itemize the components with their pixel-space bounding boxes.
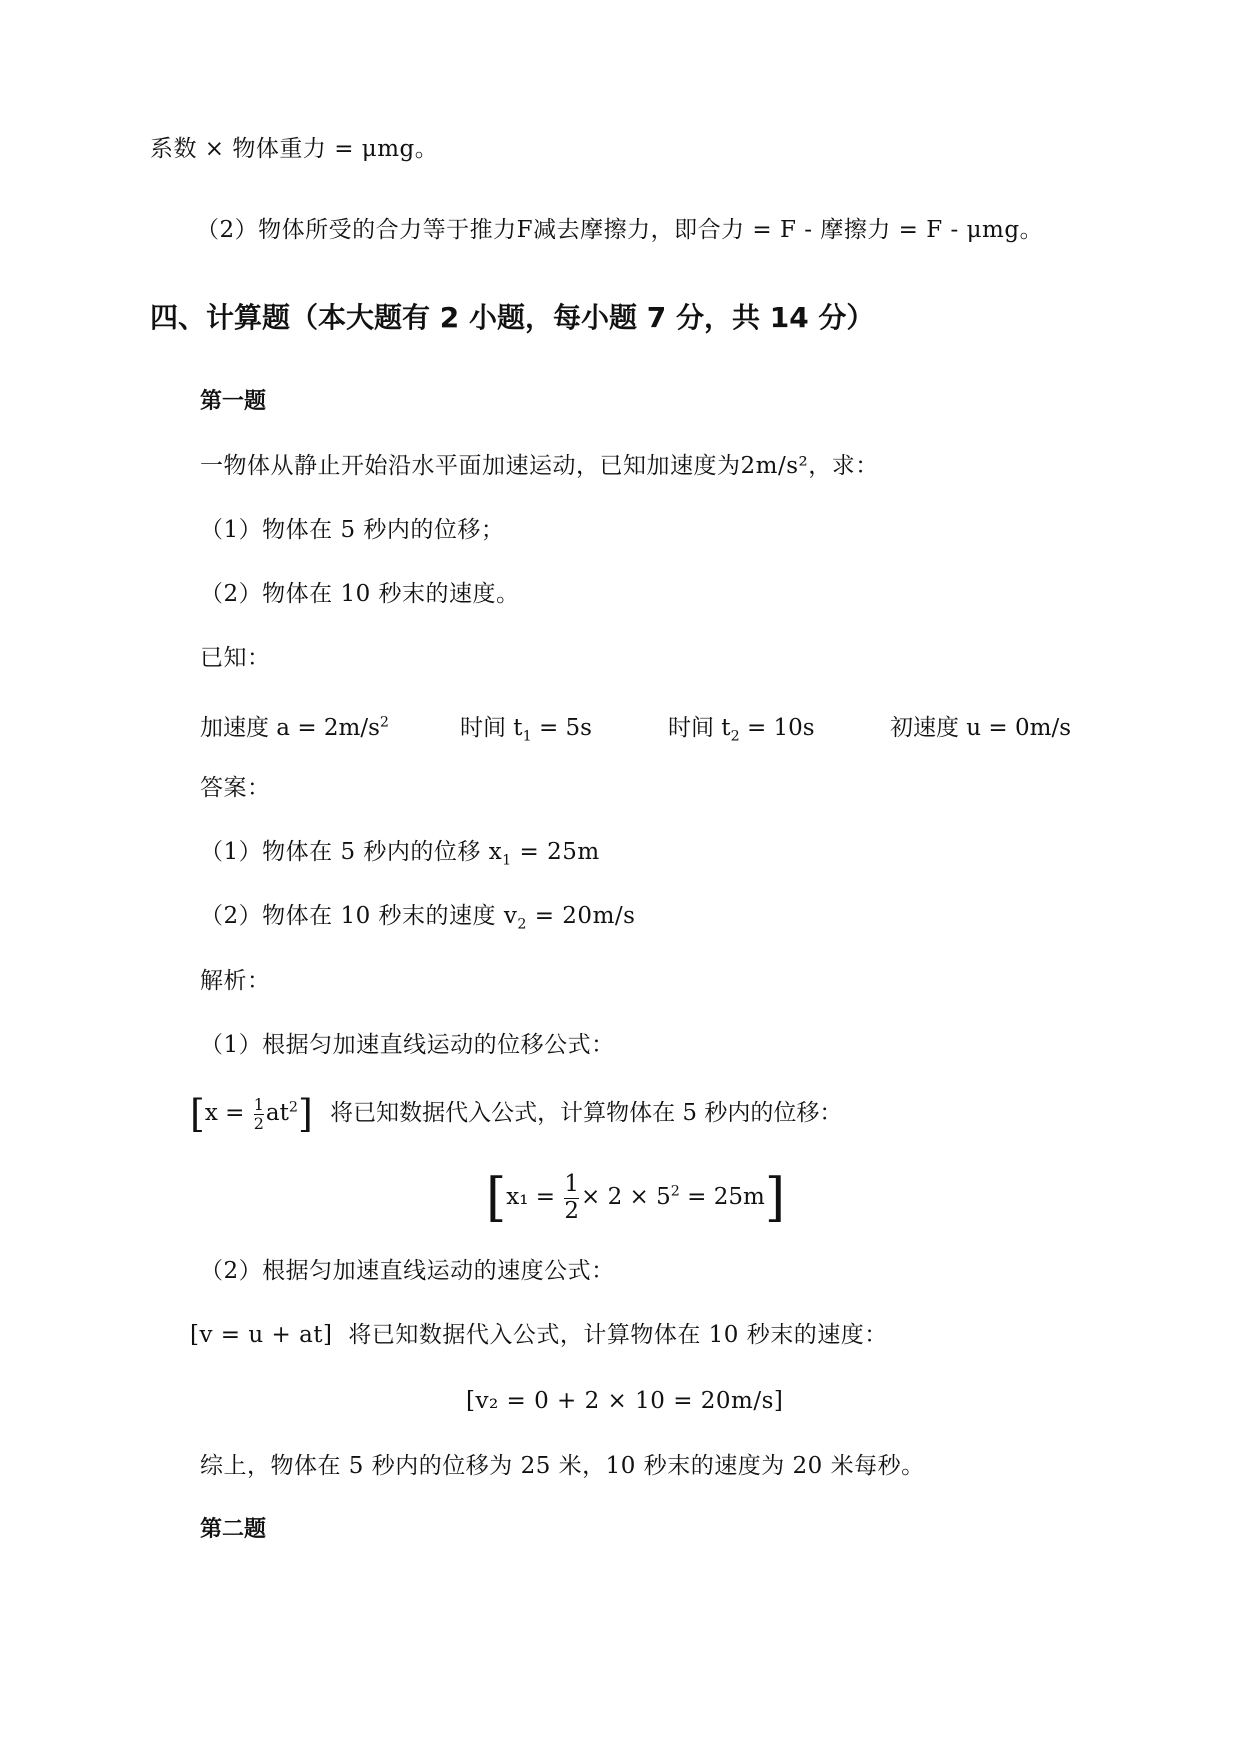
velocity-formula-text: 将已知数据代入公式，计算物体在 10 秒末的速度： bbox=[348, 1322, 888, 1348]
question-1-title: 第一题 bbox=[200, 389, 267, 414]
question-2-title: 第二题 bbox=[200, 1517, 267, 1542]
section-heading: 四、计算题（本大题有 2 小题，每小题 7 分，共 14 分） bbox=[150, 301, 875, 334]
analysis-label: 解析： bbox=[200, 968, 271, 994]
prev-answer-line-2: （2）物体所受的合力等于推力F减去摩擦力，即合力 = F - 摩擦力 = F - μmg。 bbox=[196, 217, 1044, 243]
question-1-summary: 综上，物体在 5 秒内的位移为 25 米，10 秒末的速度为 20 米每秒。 bbox=[200, 1453, 925, 1479]
answer-label: 答案： bbox=[200, 775, 271, 801]
analysis-step-1: （1）根据匀加速直线运动的位移公式： bbox=[200, 1032, 615, 1058]
given-values-row bbox=[200, 709, 1100, 743]
answer-2: （2）物体在 10 秒末的速度 $v_2 = 20m/s$ bbox=[200, 903, 636, 933]
velocity-calculation: [v₂ = 0 + 2 × 10 = 20m/s] bbox=[466, 1388, 784, 1414]
displacement-formula: [x = $\frac{1}{2}$ $at^2$] 将已知数据代入公式，计算物体在 5 秒内的位移： bbox=[190, 1092, 843, 1136]
prev-answer-line-1: 系数 × 物体重力 = μmg。 bbox=[150, 136, 439, 162]
given-time-1: 时间 $t_1 = 5s$ bbox=[460, 715, 592, 745]
answer-1: （1）物体在 5 秒内的位移 $x_1 = 25m$ bbox=[200, 839, 600, 869]
given-time-2: 时间 $t_2 = 10s$ bbox=[668, 715, 815, 745]
given-acceleration: 加速度 $a = 2m/s^2$ bbox=[200, 714, 389, 741]
displacement-formula-text: 将已知数据代入公式，计算物体在 5 秒内的位移： bbox=[330, 1100, 843, 1126]
question-1-ask-1: （1）物体在 5 秒内的位移； bbox=[200, 517, 505, 543]
given-initial-velocity: 初速度 u = 0m/s bbox=[890, 715, 1072, 741]
velocity-formula: [v = u + at] 将已知数据代入公式，计算物体在 10 秒末的速度： bbox=[190, 1322, 888, 1348]
question-1-ask-2: （2）物体在 10 秒末的速度。 bbox=[200, 581, 520, 607]
analysis-step-2: （2）根据匀加速直线运动的速度公式： bbox=[200, 1258, 615, 1284]
question-1-stem: 一物体从静止开始沿水平面加速运动，已知加速度为2m/s²，求： bbox=[200, 453, 879, 479]
displacement-calculation: [x₁ = $\frac{1}{2}$ × $2 \times 5^2 = 25m$] bbox=[486, 1168, 786, 1228]
given-label: 已知： bbox=[200, 645, 271, 671]
